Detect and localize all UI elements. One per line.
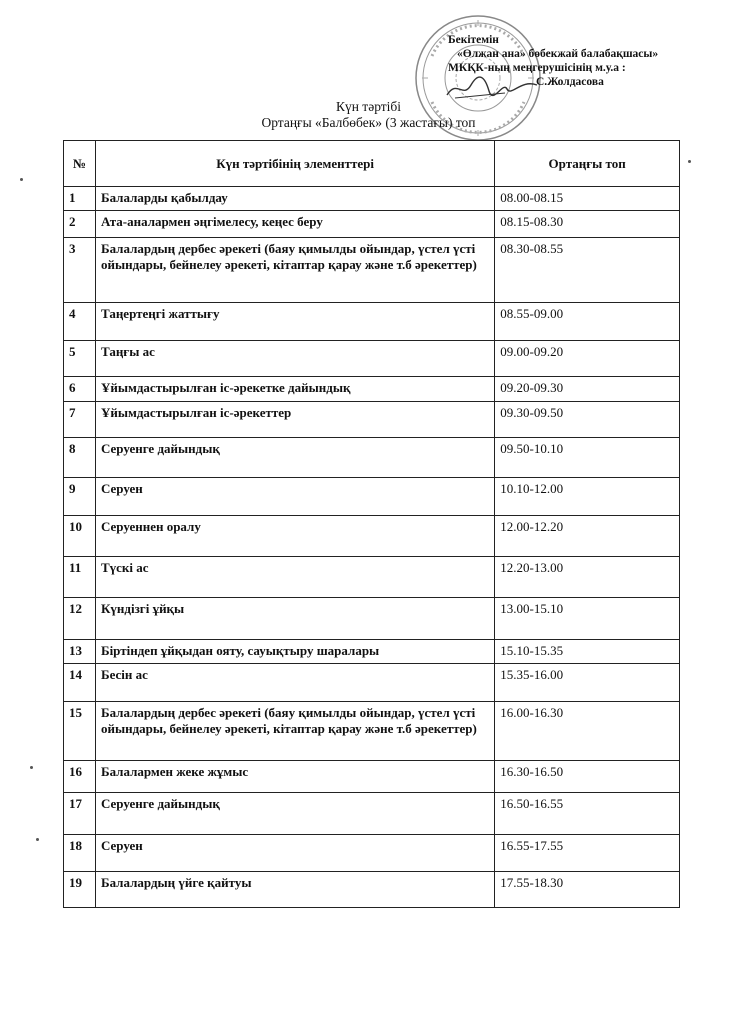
- row-number: 7: [64, 401, 96, 438]
- row-activity: Балаларды қабылдау: [95, 187, 494, 211]
- row-activity: Серуен: [95, 477, 494, 515]
- table-row: [64, 872, 680, 908]
- table-row: [64, 761, 680, 792]
- table-row: [64, 377, 680, 401]
- row-activity: Серуеннен оралу: [95, 515, 494, 557]
- row-time: 12.20-13.00: [495, 557, 680, 598]
- table-row: [64, 792, 680, 834]
- row-time: 12.00-12.20: [495, 515, 680, 557]
- row-time: 08.30-08.55: [495, 238, 680, 303]
- page-subtitle-text: Ортаңғы «Балбөбек» (3 жастағы) топ: [261, 115, 476, 130]
- approval-organization: «Өлжан ана» бөбекжай балабақшасы»: [457, 48, 659, 60]
- row-time: 09.00-09.20: [495, 340, 680, 377]
- row-activity: Күндізгі ұйқы: [95, 598, 494, 640]
- row-activity: Ата-аналармен әңгімелесу, кеңес беру: [95, 211, 494, 238]
- row-number: 14: [64, 664, 96, 702]
- row-activity: Ұйымдастырылған іс-әрекетке дайындық: [95, 377, 494, 401]
- row-time: 16.55-17.55: [495, 834, 680, 872]
- scan-speck: [20, 178, 23, 181]
- row-number: 9: [64, 477, 96, 515]
- table-row: [64, 701, 680, 761]
- row-number: 17: [64, 792, 96, 834]
- table-row: [64, 401, 680, 438]
- row-number: 1: [64, 187, 96, 211]
- row-time: 15.35-16.00: [495, 664, 680, 702]
- table-header-row: [64, 141, 680, 187]
- row-activity: Біртіндеп ұйқыдан ояту, сауықтыру шаралары: [95, 640, 494, 664]
- row-activity: Серуенге дайындық: [95, 792, 494, 834]
- row-time: 10.10-12.00: [495, 477, 680, 515]
- row-activity: Балалардың дербес әрекеті (баяу қимылды ойындар, үстел үсті ойындары, бейнелеу әрекеті, кітаптар қарау және т.б әрекеттер): [95, 701, 494, 761]
- row-activity: Таңғы ас: [95, 340, 494, 377]
- approval-heading: Бекітемін: [448, 34, 499, 46]
- table-row: [64, 834, 680, 872]
- row-time: 16.30-16.50: [495, 761, 680, 792]
- row-time: 08.15-08.30: [495, 211, 680, 238]
- row-number: 15: [64, 701, 96, 761]
- row-activity: Балалардың үйге қайтуы: [95, 872, 494, 908]
- row-time: 09.20-09.30: [495, 377, 680, 401]
- row-number: 2: [64, 211, 96, 238]
- page-title: [0, 99, 737, 115]
- row-time: 13.00-15.10: [495, 598, 680, 640]
- header-number: №: [64, 141, 96, 187]
- table-row: [64, 477, 680, 515]
- row-activity: Түскі ас: [95, 557, 494, 598]
- table-row: [64, 211, 680, 238]
- row-activity: Серуенге дайындық: [95, 438, 494, 478]
- approval-signatory: С.Жолдасова: [536, 76, 604, 88]
- row-activity: Балалармен жеке жұмыс: [95, 761, 494, 792]
- row-number: 19: [64, 872, 96, 908]
- table-row: [64, 303, 680, 341]
- row-number: 18: [64, 834, 96, 872]
- table-row: [64, 515, 680, 557]
- row-number: 11: [64, 557, 96, 598]
- table-row: [64, 438, 680, 478]
- table-row: [64, 664, 680, 702]
- page-title-text: Күн тәртібі: [335, 99, 402, 114]
- row-activity: Таңертеңгі жаттығу: [95, 303, 494, 341]
- row-number: 8: [64, 438, 96, 478]
- table-row: [64, 238, 680, 303]
- scan-speck: [30, 766, 33, 769]
- table-row: [64, 598, 680, 640]
- row-time: 16.00-16.30: [495, 701, 680, 761]
- row-time: 08.00-08.15: [495, 187, 680, 211]
- row-activity: Балалардың дербес әрекеті (баяу қимылды ойындар, үстел үсті ойындары, бейнелеу әрекеті, кітаптар қарау және т.б әрекеттер): [95, 238, 494, 303]
- row-activity: Серуен: [95, 834, 494, 872]
- row-number: 4: [64, 303, 96, 341]
- table-row: [64, 557, 680, 598]
- row-time: 15.10-15.35: [495, 640, 680, 664]
- row-number: 6: [64, 377, 96, 401]
- row-time: 09.50-10.10: [495, 438, 680, 478]
- table-row: [64, 640, 680, 664]
- row-number: 10: [64, 515, 96, 557]
- header-time: Ортаңғы топ: [495, 141, 680, 187]
- row-time: 08.55-09.00: [495, 303, 680, 341]
- row-number: 12: [64, 598, 96, 640]
- approval-position: МКҚК-ның меңгерушісінің м.у.а :: [448, 62, 626, 74]
- table-row: [64, 340, 680, 377]
- row-activity: Бесін ас: [95, 664, 494, 702]
- daily-schedule-table: [63, 140, 680, 908]
- header-activity: Күн тәртібінің элементтері: [95, 141, 494, 187]
- row-time: 16.50-16.55: [495, 792, 680, 834]
- approval-block: [448, 33, 658, 89]
- scan-speck: [36, 838, 39, 841]
- row-number: 16: [64, 761, 96, 792]
- row-number: 3: [64, 238, 96, 303]
- row-time: 17.55-18.30: [495, 872, 680, 908]
- row-number: 5: [64, 340, 96, 377]
- row-time: 09.30-09.50: [495, 401, 680, 438]
- row-activity: Ұйымдастырылған іс-әрекеттер: [95, 401, 494, 438]
- page-subtitle: [0, 115, 737, 131]
- table-row: [64, 187, 680, 211]
- row-number: 13: [64, 640, 96, 664]
- scan-speck: [688, 160, 691, 163]
